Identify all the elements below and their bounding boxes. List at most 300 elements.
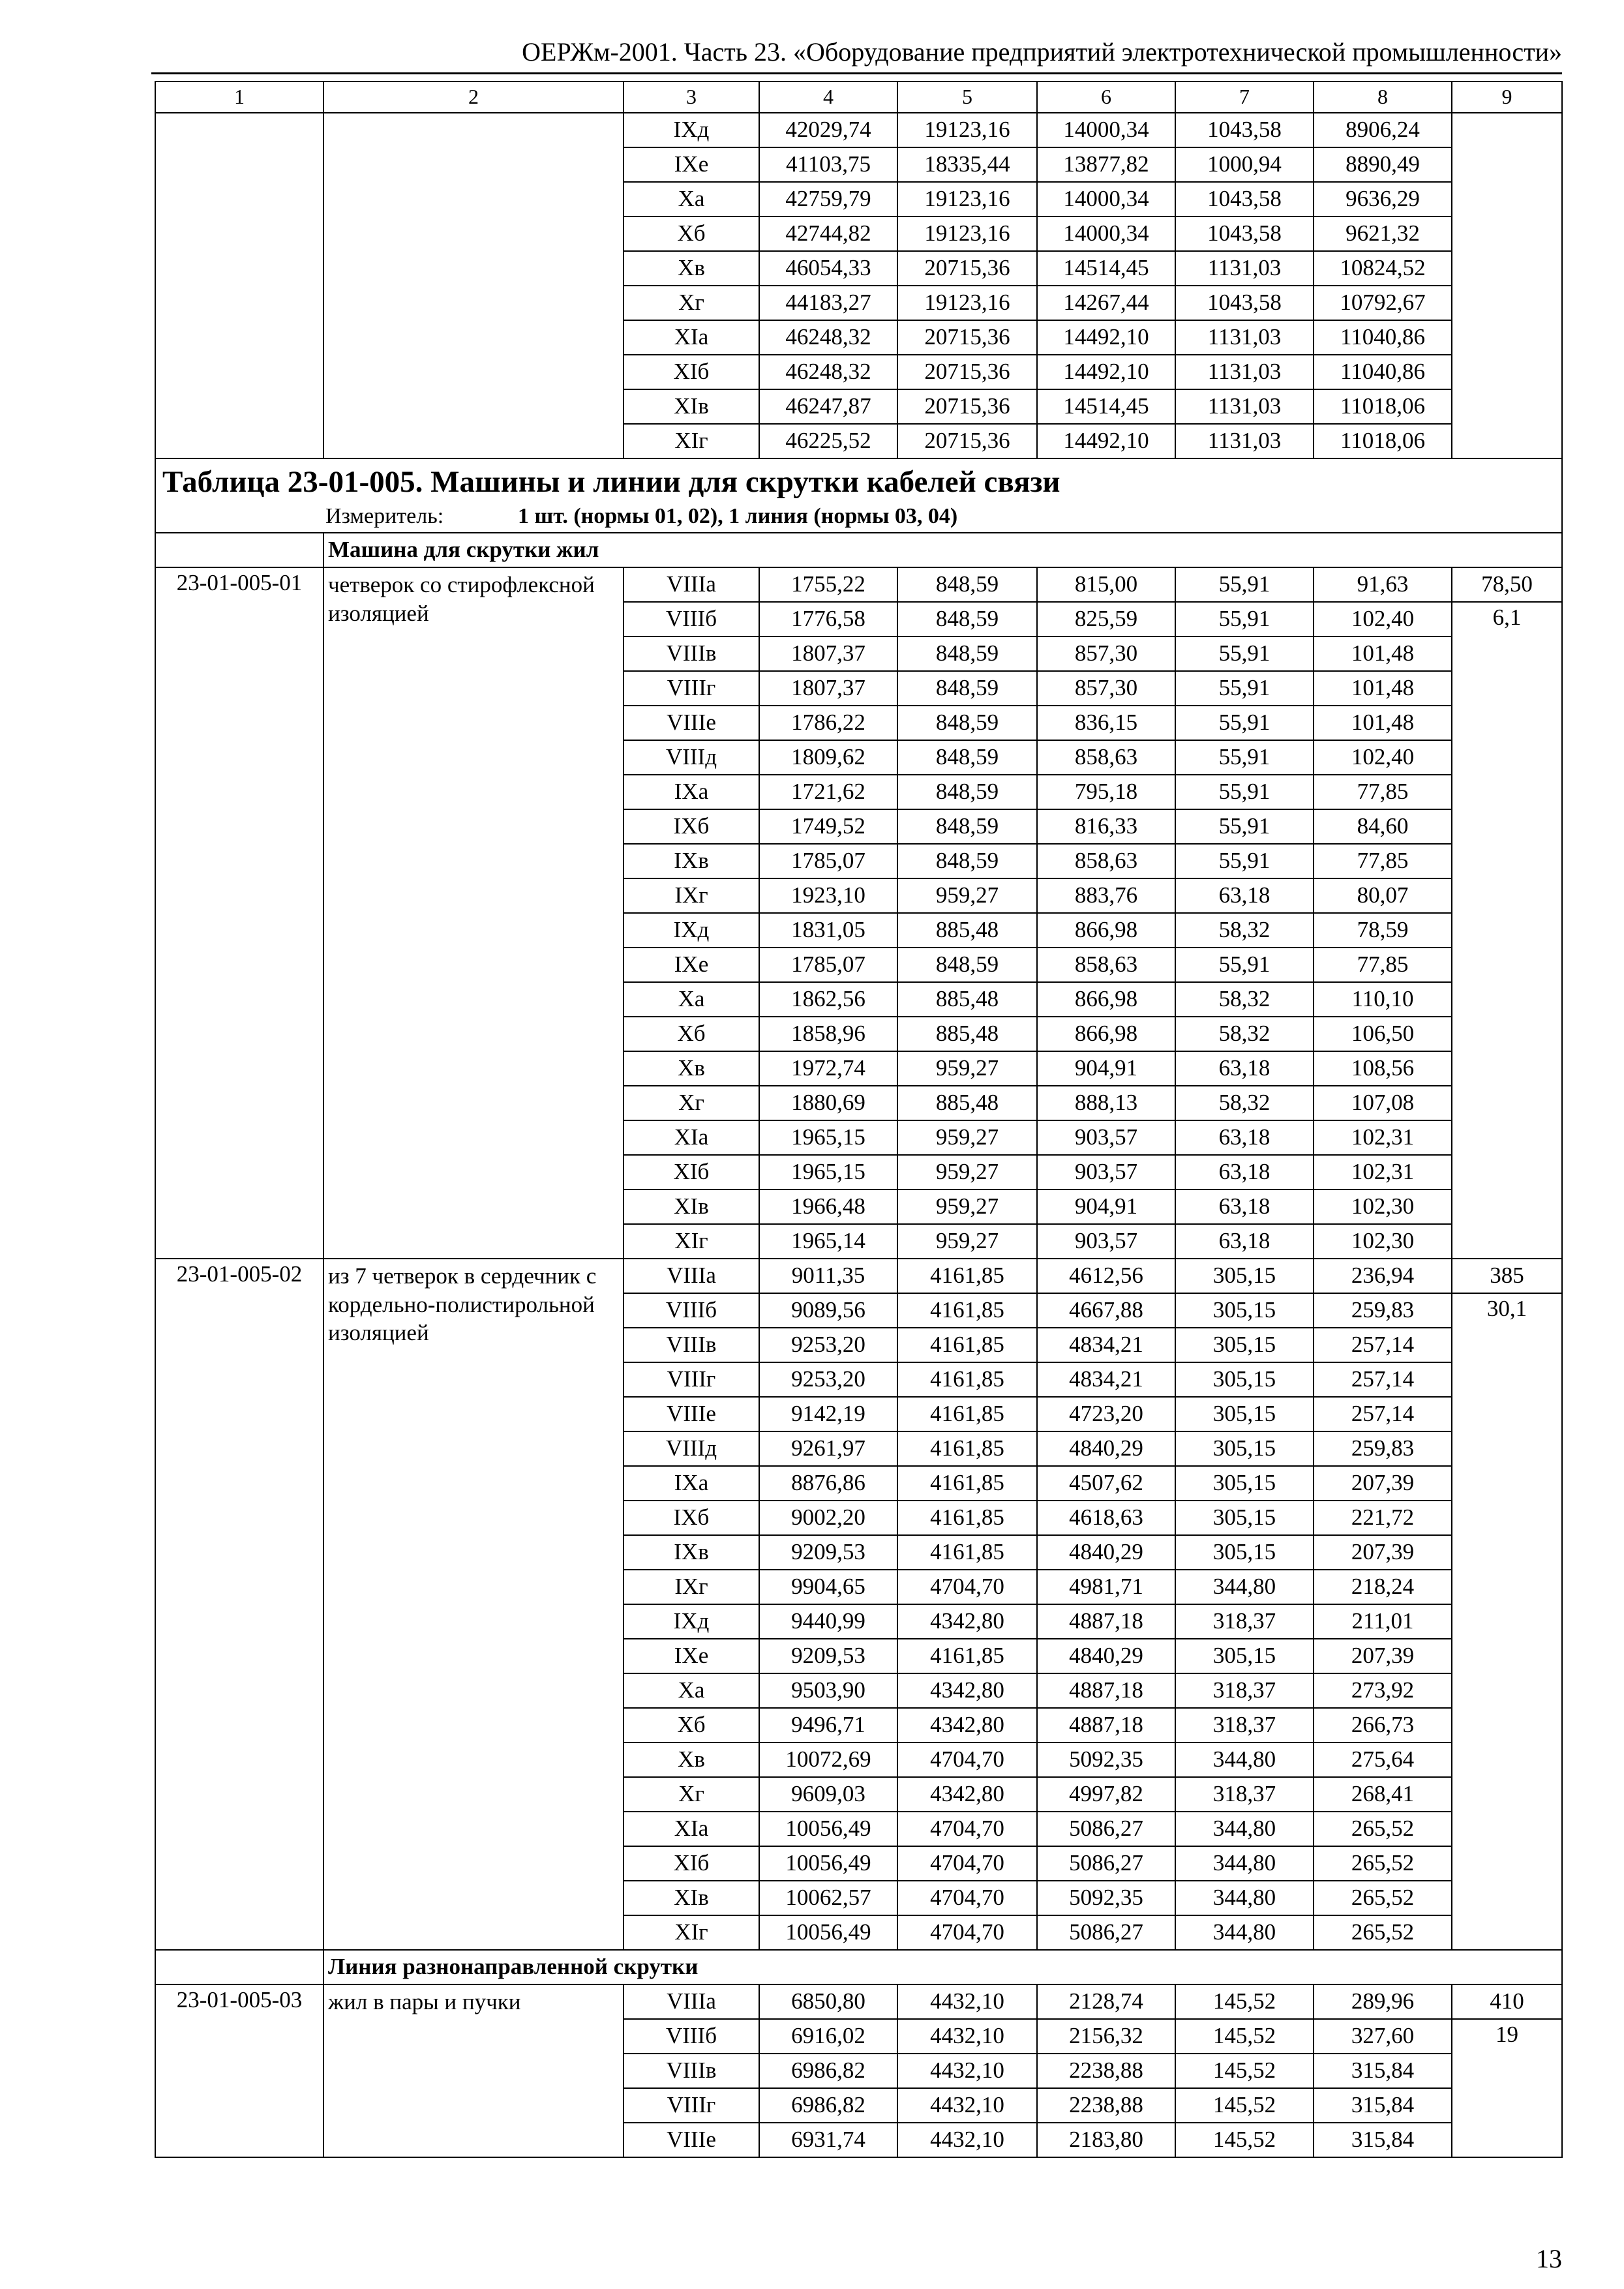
value-cell: 816,33 <box>1037 809 1175 844</box>
value-cell: 903,57 <box>1037 1120 1175 1155</box>
resource-cell: 6,1 <box>1452 602 1562 1259</box>
value-cell: 305,15 <box>1175 1501 1314 1535</box>
value-cell: 91,63 <box>1314 567 1452 602</box>
value-cell: 102,31 <box>1314 1155 1452 1189</box>
value-cell: 102,30 <box>1314 1224 1452 1259</box>
value-cell: 14492,10 <box>1037 320 1175 355</box>
value-cell: 9253,20 <box>759 1328 897 1362</box>
value-cell: 6850,80 <box>759 1984 897 2019</box>
value-cell: 6986,82 <box>759 2088 897 2123</box>
zone-cell: XIа <box>624 1120 759 1155</box>
zone-cell: VIIIв <box>624 1328 759 1362</box>
norm-desc-cell: жил в пары и пучки <box>323 1984 624 2157</box>
value-cell: 145,52 <box>1175 2054 1314 2088</box>
value-cell: 5086,27 <box>1037 1846 1175 1881</box>
value-cell: 10824,52 <box>1314 251 1452 286</box>
resource-cell: 410 <box>1452 1984 1562 2019</box>
value-cell: 959,27 <box>897 1120 1037 1155</box>
value-cell: 102,31 <box>1314 1120 1452 1155</box>
zone-cell: VIIIв <box>624 2054 759 2088</box>
column-number: 8 <box>1314 82 1452 113</box>
value-cell: 63,18 <box>1175 1224 1314 1259</box>
table-row <box>155 567 1562 602</box>
zone-cell: VIIIб <box>624 602 759 636</box>
value-cell: 4840,29 <box>1037 1535 1175 1570</box>
value-cell: 1000,94 <box>1175 147 1314 182</box>
zone-cell: VIIIб <box>624 2019 759 2054</box>
value-cell: 305,15 <box>1175 1431 1314 1466</box>
value-cell: 14492,10 <box>1037 424 1175 458</box>
value-cell: 257,14 <box>1314 1328 1452 1362</box>
value-cell: 10072,69 <box>759 1743 897 1777</box>
value-cell: 848,59 <box>897 567 1037 602</box>
value-cell: 885,48 <box>897 1017 1037 1051</box>
value-cell: 275,64 <box>1314 1743 1452 1777</box>
value-cell: 4667,88 <box>1037 1293 1175 1328</box>
value-cell: 858,63 <box>1037 844 1175 878</box>
value-cell: 10062,57 <box>759 1881 897 1915</box>
zone-cell: VIIIд <box>624 1431 759 1466</box>
value-cell: 1965,15 <box>759 1120 897 1155</box>
value-cell: 888,13 <box>1037 1086 1175 1120</box>
value-cell: 2238,88 <box>1037 2054 1175 2088</box>
value-cell: 265,52 <box>1314 1846 1452 1881</box>
zone-cell: VIIIе <box>624 1397 759 1431</box>
value-cell: 825,59 <box>1037 602 1175 636</box>
value-cell: 315,84 <box>1314 2054 1452 2088</box>
value-cell: 84,60 <box>1314 809 1452 844</box>
value-cell: 9496,71 <box>759 1708 897 1743</box>
zone-cell: VIIIб <box>624 1293 759 1328</box>
value-cell: 344,80 <box>1175 1743 1314 1777</box>
value-cell: 19123,16 <box>897 113 1037 147</box>
value-cell: 4612,56 <box>1037 1259 1175 1293</box>
page-header: ОЕРЖм-2001. Часть 23. «Оборудование предприятий электротехнической промышленности» <box>522 37 1562 67</box>
value-cell: 4161,85 <box>897 1501 1037 1535</box>
value-cell: 265,52 <box>1314 1915 1452 1950</box>
value-cell: 46225,52 <box>759 424 897 458</box>
norm-desc-cell: из 7 четверок в сердечник с кордельно-полистирольной изоляцией <box>323 1259 624 1950</box>
value-cell: 848,59 <box>897 706 1037 740</box>
value-cell: 4618,63 <box>1037 1501 1175 1535</box>
measure-value: 1 шт. (нормы 01, 02), 1 линия (нормы 03, 04) <box>518 503 958 528</box>
value-cell: 959,27 <box>897 1189 1037 1224</box>
value-cell: 1807,37 <box>759 636 897 671</box>
column-number: 4 <box>759 82 897 113</box>
zone-cell: IXб <box>624 1501 759 1535</box>
value-cell: 19123,16 <box>897 217 1037 251</box>
value-cell: 55,91 <box>1175 775 1314 809</box>
value-cell: 848,59 <box>897 740 1037 775</box>
value-cell: 318,37 <box>1175 1673 1314 1708</box>
zone-cell: IXв <box>624 1535 759 1570</box>
zone-cell: XIг <box>624 424 759 458</box>
zone-cell: VIIIе <box>624 706 759 740</box>
section-row <box>155 533 1562 567</box>
zone-cell: Xб <box>624 217 759 251</box>
zone-cell: Xв <box>624 251 759 286</box>
value-cell: 9002,20 <box>759 1501 897 1535</box>
value-cell: 2238,88 <box>1037 2088 1175 2123</box>
value-cell: 5086,27 <box>1037 1812 1175 1846</box>
value-cell: 108,56 <box>1314 1051 1452 1086</box>
value-cell: 63,18 <box>1175 1155 1314 1189</box>
norm-desc-cell <box>323 113 624 458</box>
value-cell: 265,52 <box>1314 1812 1452 1846</box>
value-cell: 4704,70 <box>897 1570 1037 1604</box>
value-cell: 14000,34 <box>1037 113 1175 147</box>
value-cell: 4887,18 <box>1037 1673 1175 1708</box>
value-cell: 959,27 <box>897 1155 1037 1189</box>
value-cell: 1965,14 <box>759 1224 897 1259</box>
value-cell: 63,18 <box>1175 1051 1314 1086</box>
value-cell: 4342,80 <box>897 1604 1037 1639</box>
value-cell: 236,94 <box>1314 1259 1452 1293</box>
value-cell: 9636,29 <box>1314 182 1452 217</box>
value-cell: 207,39 <box>1314 1466 1452 1501</box>
value-cell: 20715,36 <box>897 355 1037 389</box>
section-spacer <box>155 533 323 567</box>
value-cell: 107,08 <box>1314 1086 1452 1120</box>
value-cell: 207,39 <box>1314 1535 1452 1570</box>
zone-cell: IXа <box>624 1466 759 1501</box>
value-cell: 13877,82 <box>1037 147 1175 182</box>
value-cell: 815,00 <box>1037 567 1175 602</box>
value-cell: 848,59 <box>897 809 1037 844</box>
table-title: Таблица 23-01-005. Машины и линии для скрутки кабелей связи <box>162 465 1060 499</box>
value-cell: 41103,75 <box>759 147 897 182</box>
value-cell: 4704,70 <box>897 1812 1037 1846</box>
value-cell: 78,59 <box>1314 913 1452 948</box>
value-cell: 1880,69 <box>759 1086 897 1120</box>
value-cell: 858,63 <box>1037 948 1175 982</box>
value-cell: 315,84 <box>1314 2123 1452 2157</box>
value-cell: 6986,82 <box>759 2054 897 2088</box>
value-cell: 2128,74 <box>1037 1984 1175 2019</box>
value-cell: 1858,96 <box>759 1017 897 1051</box>
value-cell: 58,32 <box>1175 1017 1314 1051</box>
column-number: 2 <box>323 82 624 113</box>
value-cell: 848,59 <box>897 636 1037 671</box>
value-cell: 305,15 <box>1175 1362 1314 1397</box>
zone-cell: IXе <box>624 147 759 182</box>
value-cell: 4342,80 <box>897 1708 1037 1743</box>
zone-cell: VIIIа <box>624 1984 759 2019</box>
value-cell: 1776,58 <box>759 602 897 636</box>
value-cell: 11040,86 <box>1314 320 1452 355</box>
value-cell: 55,91 <box>1175 809 1314 844</box>
value-cell: 1966,48 <box>759 1189 897 1224</box>
column-number: 6 <box>1037 82 1175 113</box>
value-cell: 904,91 <box>1037 1189 1175 1224</box>
value-cell: 4432,10 <box>897 2054 1037 2088</box>
value-cell: 10792,67 <box>1314 286 1452 320</box>
value-cell: 1043,58 <box>1175 182 1314 217</box>
value-cell: 4704,70 <box>897 1881 1037 1915</box>
value-cell: 344,80 <box>1175 1570 1314 1604</box>
value-cell: 344,80 <box>1175 1881 1314 1915</box>
value-cell: 885,48 <box>897 1086 1037 1120</box>
value-cell: 315,84 <box>1314 2088 1452 2123</box>
table-row <box>155 1984 1562 2019</box>
table-title-row <box>155 458 1562 533</box>
value-cell: 4981,71 <box>1037 1570 1175 1604</box>
value-cell: 1131,03 <box>1175 251 1314 286</box>
table-row <box>155 113 1562 147</box>
value-cell: 42759,79 <box>759 182 897 217</box>
value-cell: 4432,10 <box>897 2088 1037 2123</box>
value-cell: 11018,06 <box>1314 424 1452 458</box>
value-cell: 4507,62 <box>1037 1466 1175 1501</box>
value-cell: 55,91 <box>1175 740 1314 775</box>
column-number: 7 <box>1175 82 1314 113</box>
value-cell: 9209,53 <box>759 1535 897 1570</box>
value-cell: 1786,22 <box>759 706 897 740</box>
value-cell: 14514,45 <box>1037 251 1175 286</box>
value-cell: 110,10 <box>1314 982 1452 1017</box>
value-cell: 46054,33 <box>759 251 897 286</box>
column-number: 3 <box>624 82 759 113</box>
value-cell: 265,52 <box>1314 1881 1452 1915</box>
zone-cell: IXе <box>624 1639 759 1673</box>
value-cell: 9253,20 <box>759 1362 897 1397</box>
value-cell: 8906,24 <box>1314 113 1452 147</box>
zone-cell: IXв <box>624 844 759 878</box>
value-cell: 9142,19 <box>759 1397 897 1431</box>
value-cell: 318,37 <box>1175 1708 1314 1743</box>
zone-cell: IXг <box>624 1570 759 1604</box>
section-subtitle: Машина для скрутки жил <box>323 533 1562 567</box>
value-cell: 63,18 <box>1175 1120 1314 1155</box>
value-cell: 959,27 <box>897 878 1037 913</box>
value-cell: 9621,32 <box>1314 217 1452 251</box>
value-cell: 5092,35 <box>1037 1881 1175 1915</box>
value-cell: 55,91 <box>1175 636 1314 671</box>
value-cell: 883,76 <box>1037 878 1175 913</box>
value-cell: 344,80 <box>1175 1812 1314 1846</box>
value-cell: 8890,49 <box>1314 147 1452 182</box>
value-cell: 9609,03 <box>759 1777 897 1812</box>
zone-cell: VIIIг <box>624 1362 759 1397</box>
value-cell: 20715,36 <box>897 251 1037 286</box>
value-cell: 46248,32 <box>759 355 897 389</box>
zone-cell: XIг <box>624 1915 759 1950</box>
value-cell: 1043,58 <box>1175 217 1314 251</box>
resource-cell: 30,1 <box>1452 1293 1562 1950</box>
value-cell: 218,24 <box>1314 1570 1452 1604</box>
zone-cell: XIб <box>624 1155 759 1189</box>
zone-cell: Xв <box>624 1743 759 1777</box>
header-rule <box>151 72 1562 74</box>
zone-cell: Xг <box>624 286 759 320</box>
value-cell: 9089,56 <box>759 1293 897 1328</box>
value-cell: 959,27 <box>897 1051 1037 1086</box>
value-cell: 305,15 <box>1175 1397 1314 1431</box>
value-cell: 1131,03 <box>1175 424 1314 458</box>
value-cell: 58,32 <box>1175 1086 1314 1120</box>
value-cell: 4161,85 <box>897 1535 1037 1570</box>
value-cell: 55,91 <box>1175 844 1314 878</box>
value-cell: 5092,35 <box>1037 1743 1175 1777</box>
zone-cell: Xг <box>624 1086 759 1120</box>
value-cell: 80,07 <box>1314 878 1452 913</box>
value-cell: 46248,32 <box>759 320 897 355</box>
value-cell: 4840,29 <box>1037 1639 1175 1673</box>
zone-cell: IXа <box>624 775 759 809</box>
value-cell: 44183,27 <box>759 286 897 320</box>
zone-cell: Xа <box>624 182 759 217</box>
value-cell: 4161,85 <box>897 1397 1037 1431</box>
value-cell: 63,18 <box>1175 878 1314 913</box>
value-cell: 101,48 <box>1314 706 1452 740</box>
value-cell: 866,98 <box>1037 1017 1175 1051</box>
value-cell: 305,15 <box>1175 1293 1314 1328</box>
value-cell: 145,52 <box>1175 2123 1314 2157</box>
value-cell: 14514,45 <box>1037 389 1175 424</box>
value-cell: 1785,07 <box>759 844 897 878</box>
value-cell: 58,32 <box>1175 982 1314 1017</box>
value-cell: 4432,10 <box>897 1984 1037 2019</box>
value-cell: 9440,99 <box>759 1604 897 1639</box>
value-cell: 344,80 <box>1175 1846 1314 1881</box>
table-row <box>155 1259 1562 1293</box>
value-cell: 20715,36 <box>897 320 1037 355</box>
value-cell: 4161,85 <box>897 1466 1037 1501</box>
value-cell: 77,85 <box>1314 775 1452 809</box>
value-cell: 14492,10 <box>1037 355 1175 389</box>
value-cell: 20715,36 <box>897 424 1037 458</box>
zone-cell: VIIIа <box>624 1259 759 1293</box>
value-cell: 268,41 <box>1314 1777 1452 1812</box>
value-cell: 4161,85 <box>897 1259 1037 1293</box>
value-cell: 903,57 <box>1037 1224 1175 1259</box>
value-cell: 11040,86 <box>1314 355 1452 389</box>
value-cell: 42744,82 <box>759 217 897 251</box>
value-cell: 4161,85 <box>897 1362 1037 1397</box>
zone-cell: Xа <box>624 982 759 1017</box>
value-cell: 2183,80 <box>1037 2123 1175 2157</box>
value-cell: 4887,18 <box>1037 1708 1175 1743</box>
value-cell: 14267,44 <box>1037 286 1175 320</box>
value-cell: 102,30 <box>1314 1189 1452 1224</box>
column-number: 1 <box>155 82 323 113</box>
value-cell: 106,50 <box>1314 1017 1452 1051</box>
zone-cell: IXе <box>624 948 759 982</box>
value-cell: 145,52 <box>1175 2019 1314 2054</box>
zone-cell: XIв <box>624 1189 759 1224</box>
value-cell: 55,91 <box>1175 567 1314 602</box>
value-cell: 4704,70 <box>897 1915 1037 1950</box>
value-cell: 211,01 <box>1314 1604 1452 1639</box>
value-cell: 1131,03 <box>1175 389 1314 424</box>
value-cell: 55,91 <box>1175 671 1314 706</box>
zone-cell: Xб <box>624 1017 759 1051</box>
value-cell: 1965,15 <box>759 1155 897 1189</box>
zone-cell: IXб <box>624 809 759 844</box>
value-cell: 795,18 <box>1037 775 1175 809</box>
column-number: 5 <box>897 82 1037 113</box>
value-cell: 848,59 <box>897 844 1037 878</box>
value-cell: 19123,16 <box>897 182 1037 217</box>
value-cell: 77,85 <box>1314 948 1452 982</box>
resource-cell: 19 <box>1452 2019 1562 2157</box>
value-cell: 102,40 <box>1314 740 1452 775</box>
zone-cell: XIа <box>624 1812 759 1846</box>
value-cell: 101,48 <box>1314 671 1452 706</box>
value-cell: 18335,44 <box>897 147 1037 182</box>
value-cell: 344,80 <box>1175 1915 1314 1950</box>
value-cell: 4997,82 <box>1037 1777 1175 1812</box>
value-cell: 55,91 <box>1175 602 1314 636</box>
value-cell: 259,83 <box>1314 1431 1452 1466</box>
value-cell: 885,48 <box>897 982 1037 1017</box>
value-cell: 221,72 <box>1314 1501 1452 1535</box>
zone-cell: VIIIд <box>624 740 759 775</box>
value-cell: 259,83 <box>1314 1293 1452 1328</box>
value-cell: 1831,05 <box>759 913 897 948</box>
value-cell: 4432,10 <box>897 2123 1037 2157</box>
value-cell: 6931,74 <box>759 2123 897 2157</box>
zone-cell: XIв <box>624 1881 759 1915</box>
resource-cell: 78,50 <box>1452 567 1562 602</box>
value-cell: 145,52 <box>1175 1984 1314 2019</box>
value-cell: 305,15 <box>1175 1535 1314 1570</box>
value-cell: 273,92 <box>1314 1673 1452 1708</box>
value-cell: 55,91 <box>1175 706 1314 740</box>
zone-cell: IXд <box>624 913 759 948</box>
zone-cell: Xа <box>624 1673 759 1708</box>
column-number-row <box>155 82 1562 113</box>
zone-cell: IXд <box>624 113 759 147</box>
value-cell: 4887,18 <box>1037 1604 1175 1639</box>
norm-code-cell <box>155 113 323 458</box>
zone-cell: XIб <box>624 355 759 389</box>
value-cell: 4840,29 <box>1037 1431 1175 1466</box>
value-cell: 305,15 <box>1175 1639 1314 1673</box>
zone-cell: VIIIа <box>624 567 759 602</box>
value-cell: 1131,03 <box>1175 355 1314 389</box>
value-cell: 857,30 <box>1037 636 1175 671</box>
value-cell: 10056,49 <box>759 1846 897 1881</box>
value-cell: 1755,22 <box>759 567 897 602</box>
zone-cell: VIIIе <box>624 2123 759 2157</box>
zone-cell: VIIIг <box>624 671 759 706</box>
value-cell: 903,57 <box>1037 1155 1175 1189</box>
value-cell: 289,96 <box>1314 1984 1452 2019</box>
value-cell: 959,27 <box>897 1224 1037 1259</box>
value-cell: 101,48 <box>1314 636 1452 671</box>
norm-desc-cell: четверок со стирофлексной изоляцией <box>323 567 624 1259</box>
value-cell: 14000,34 <box>1037 217 1175 251</box>
value-cell: 1721,62 <box>759 775 897 809</box>
value-cell: 2156,32 <box>1037 2019 1175 2054</box>
value-cell: 55,91 <box>1175 948 1314 982</box>
value-cell: 866,98 <box>1037 913 1175 948</box>
value-cell: 848,59 <box>897 602 1037 636</box>
measure-line <box>162 504 1557 528</box>
value-cell: 5086,27 <box>1037 1915 1175 1950</box>
value-cell: 14000,34 <box>1037 182 1175 217</box>
value-cell: 4342,80 <box>897 1673 1037 1708</box>
value-cell: 10056,49 <box>759 1812 897 1846</box>
value-cell: 885,48 <box>897 913 1037 948</box>
value-cell: 6916,02 <box>759 2019 897 2054</box>
value-cell: 318,37 <box>1175 1777 1314 1812</box>
value-cell: 4723,20 <box>1037 1397 1175 1431</box>
value-cell: 1043,58 <box>1175 286 1314 320</box>
value-cell: 207,39 <box>1314 1639 1452 1673</box>
value-cell: 305,15 <box>1175 1328 1314 1362</box>
